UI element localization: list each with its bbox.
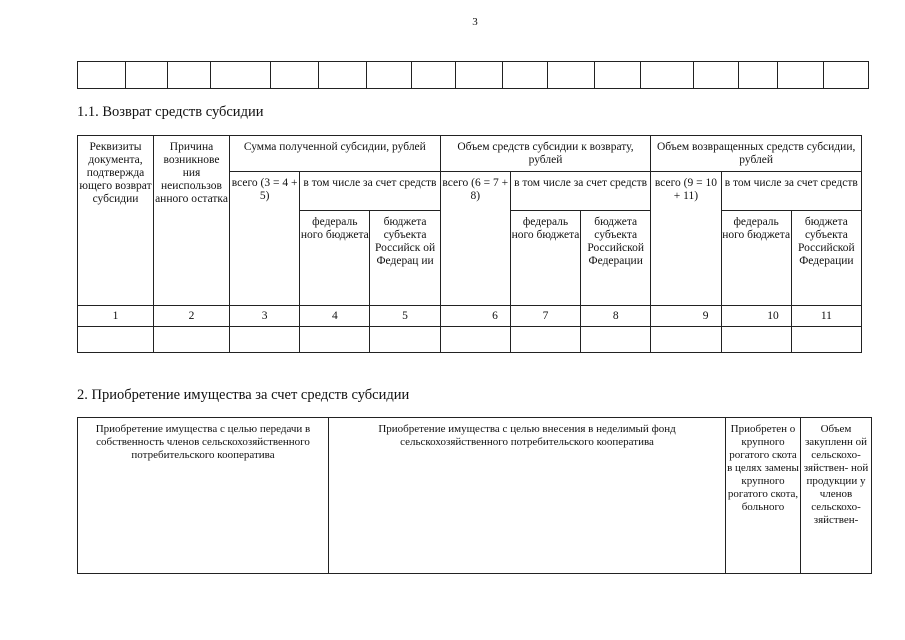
column-number: 1 (78, 306, 154, 327)
column-number: 6 (440, 306, 510, 327)
header-federal: федераль ного бюджета (300, 211, 370, 306)
column-number: 11 (791, 306, 861, 327)
header-requisites: Реквизиты документа, подтвержда ющего возврат субсидии (78, 136, 154, 306)
column-number: 7 (510, 306, 580, 327)
empty-cell (78, 327, 154, 353)
header-federal: федераль ного бюджета (721, 211, 791, 306)
blank-cell (367, 62, 411, 89)
empty-cell (791, 327, 861, 353)
header-incl-account: в том числе за счет средств (300, 172, 440, 211)
blank-cell (411, 62, 455, 89)
empty-cell (651, 327, 721, 353)
empty-cell (721, 327, 791, 353)
header-indivisible-fund: Приобретение имущества с целью внесения в неделимый фонд сельскохозяйственного потребительского кооператива (329, 418, 726, 574)
blank-cell (455, 62, 502, 89)
header-reason: Причина возникнове ния неиспользов анного остатка (154, 136, 230, 306)
table-header-row (78, 418, 872, 574)
empty-cell (154, 327, 230, 353)
blank-cell (640, 62, 693, 89)
header-received: Сумма полученной субсидии, рублей (230, 136, 441, 172)
blank-cell (503, 62, 548, 89)
empty-cell (440, 327, 510, 353)
blank-cell (823, 62, 868, 89)
header-to-return: Объем средств субсидии к возврату, рублей (440, 136, 651, 172)
blank-table-row (78, 62, 869, 89)
empty-cell (581, 327, 651, 353)
column-number-row (78, 306, 862, 327)
column-number: 4 (300, 306, 370, 327)
header-federal: федераль ного бюджета (510, 211, 580, 306)
header-total-returned: всего (9 = 10 + 11) (651, 172, 721, 306)
blank-cell (270, 62, 318, 89)
header-total-to-return: всего (6 = 7 + 8) (440, 172, 510, 306)
empty-cell (300, 327, 370, 353)
column-number: 8 (581, 306, 651, 327)
column-number: 5 (370, 306, 440, 327)
blank-cell (778, 62, 823, 89)
empty-cell (510, 327, 580, 353)
blank-cell (319, 62, 367, 89)
header-subject-budget: бюджета субъекта Российской Федерации (791, 211, 861, 306)
header-incl-account: в том числе за счет средств (510, 172, 650, 211)
header-purchased-products: Объем закупленн ой сельскохо- зяйствен- ной продукции у членов сельскохо- зяйствен- (801, 418, 872, 574)
blank-cell (210, 62, 270, 89)
header-transfer-to-members: Приобретение имущества с целью передачи в собственность членов сельскохозяйственного потребительского кооператива (78, 418, 329, 574)
table-header-row (78, 136, 862, 172)
empty-cell (230, 327, 300, 353)
blank-cell (78, 62, 126, 89)
blank-cell (548, 62, 594, 89)
header-incl-account: в том числе за счет средств (721, 172, 861, 211)
column-number: 3 (230, 306, 300, 327)
empty-data-row (78, 327, 862, 353)
blank-cell (126, 62, 168, 89)
property-acquisition-table (77, 417, 872, 574)
blank-header-row-table (77, 61, 869, 89)
header-total-received: всего (3 = 4 + 5) (230, 172, 300, 306)
blank-cell (168, 62, 210, 89)
section-2-title: 2. Приобретение имущества за счет средств субсидии (77, 387, 410, 403)
blank-cell (739, 62, 778, 89)
blank-cell (594, 62, 640, 89)
subsidy-return-table (77, 135, 862, 353)
column-number: 2 (154, 306, 230, 327)
header-returned: Объем возвращенных средств субсидии, рублей (651, 136, 862, 172)
column-number: 10 (721, 306, 791, 327)
blank-cell (694, 62, 739, 89)
empty-cell (370, 327, 440, 353)
page-number: 3 (472, 16, 478, 28)
header-cattle-replacement: Приобретен о крупного рогатого скота в целях замены крупного рогатого скота, больного (726, 418, 801, 574)
header-subject-budget: бюджета субъекта Российск ой Федерац ии (370, 211, 440, 306)
section-1-1-title: 1.1. Возврат средств субсидии (77, 104, 264, 120)
header-subject-budget: бюджета субъекта Российской Федерации (581, 211, 651, 306)
column-number: 9 (651, 306, 721, 327)
